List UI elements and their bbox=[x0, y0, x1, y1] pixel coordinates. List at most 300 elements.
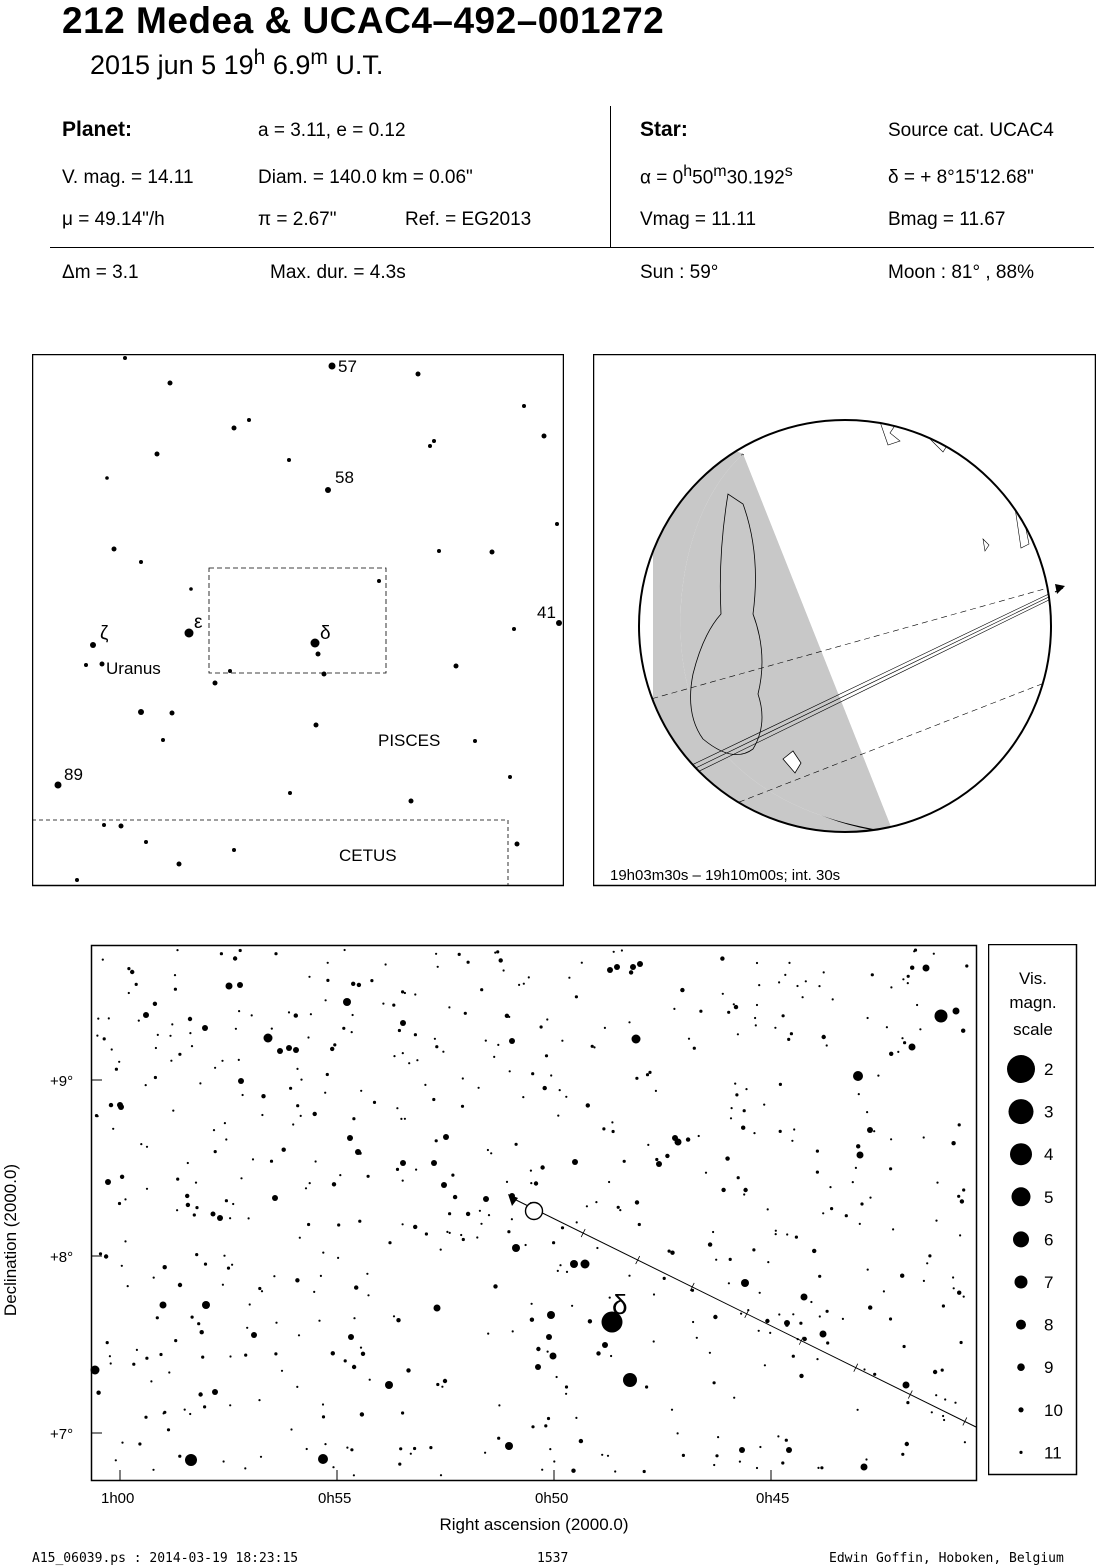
field-star bbox=[933, 1370, 937, 1374]
field-star bbox=[565, 1096, 567, 1098]
legend-label: 11 bbox=[1044, 1443, 1062, 1463]
field-star bbox=[525, 1244, 527, 1246]
field-star bbox=[434, 1038, 436, 1040]
field-star bbox=[965, 964, 968, 967]
field-star bbox=[392, 1004, 395, 1007]
field-star bbox=[791, 1140, 793, 1142]
field-star bbox=[396, 1318, 400, 1322]
field-star bbox=[630, 964, 636, 970]
field-star bbox=[680, 988, 684, 992]
field-star bbox=[306, 1448, 308, 1450]
field-star bbox=[296, 1104, 299, 1107]
field-star bbox=[635, 1077, 638, 1080]
field-star bbox=[725, 1157, 727, 1159]
field-star bbox=[665, 1154, 669, 1158]
field-star bbox=[579, 1439, 583, 1443]
field-star bbox=[313, 1112, 317, 1116]
field-star bbox=[941, 1369, 944, 1372]
field-star bbox=[784, 974, 786, 976]
field-star bbox=[244, 1467, 246, 1469]
field-star bbox=[221, 1060, 223, 1062]
field-star bbox=[883, 1290, 885, 1292]
field-star bbox=[414, 1033, 417, 1036]
footer-author: Edwin Goffin, Hoboken, Belgium bbox=[829, 1551, 1064, 1566]
target-star-marker bbox=[526, 1203, 543, 1220]
field-star bbox=[730, 1117, 732, 1119]
field-star bbox=[313, 1291, 315, 1293]
field-star bbox=[275, 1322, 277, 1324]
field-star bbox=[238, 1059, 240, 1061]
field-star bbox=[935, 1394, 937, 1396]
field-star bbox=[698, 1135, 700, 1137]
field-star bbox=[307, 1223, 310, 1226]
field-star bbox=[289, 1087, 292, 1090]
field-star bbox=[261, 1114, 263, 1116]
field-star bbox=[274, 1352, 277, 1355]
field-star bbox=[320, 1275, 322, 1277]
field-star bbox=[693, 1047, 696, 1050]
field-star bbox=[547, 1311, 555, 1319]
field-star bbox=[607, 967, 613, 973]
field-star bbox=[258, 1287, 261, 1290]
field-star bbox=[448, 1006, 450, 1008]
field-star bbox=[178, 1053, 181, 1056]
path-tick bbox=[963, 1417, 967, 1425]
field-star bbox=[907, 975, 910, 978]
field-star bbox=[330, 1047, 334, 1051]
field-star bbox=[136, 1349, 138, 1351]
finder-star bbox=[454, 664, 459, 669]
finder-star bbox=[512, 627, 516, 631]
finder-star bbox=[287, 458, 291, 462]
field-star bbox=[731, 1107, 733, 1109]
field-star bbox=[942, 1415, 944, 1417]
field-star bbox=[845, 1214, 848, 1217]
finder-star bbox=[325, 487, 331, 493]
field-star bbox=[224, 1122, 226, 1124]
field-star bbox=[167, 1428, 170, 1431]
field-star bbox=[396, 1168, 399, 1171]
field-star bbox=[238, 1010, 240, 1012]
field-star bbox=[189, 1032, 191, 1034]
field-star bbox=[229, 1355, 231, 1357]
field-star bbox=[889, 1052, 893, 1056]
field-star bbox=[416, 1059, 418, 1061]
field-star bbox=[522, 1096, 524, 1098]
field-star bbox=[178, 1283, 182, 1287]
field-star bbox=[602, 1342, 608, 1348]
y-axis-title: Declination (2000.0) bbox=[1, 1163, 20, 1317]
field-star bbox=[235, 1028, 237, 1030]
field-star bbox=[623, 1160, 626, 1163]
finder-star bbox=[555, 522, 559, 526]
field-star bbox=[115, 1068, 118, 1071]
field-star bbox=[795, 1236, 798, 1239]
field-star bbox=[713, 1315, 717, 1319]
field-star bbox=[781, 1461, 784, 1464]
info-divider bbox=[610, 106, 611, 248]
finder-star bbox=[213, 681, 218, 686]
field-star bbox=[611, 1121, 613, 1123]
finder-star bbox=[177, 862, 182, 867]
field-star bbox=[404, 1118, 406, 1120]
legend-dot bbox=[1009, 1099, 1034, 1124]
field-star bbox=[545, 1054, 548, 1057]
field-star bbox=[358, 1220, 361, 1223]
field-star bbox=[478, 1087, 480, 1089]
field-star bbox=[448, 1212, 451, 1215]
field-star bbox=[498, 1404, 500, 1406]
field-star bbox=[509, 1038, 515, 1044]
field-star bbox=[488, 1214, 490, 1216]
field-star bbox=[326, 1073, 329, 1076]
field-star bbox=[111, 1048, 113, 1050]
field-star bbox=[942, 1304, 945, 1307]
finder-star bbox=[508, 775, 512, 779]
legend-label: 5 bbox=[1044, 1187, 1054, 1207]
field-star bbox=[298, 1334, 300, 1336]
field-star bbox=[957, 1291, 961, 1295]
field-star bbox=[792, 1355, 795, 1358]
planet-reference: Ref. = EG2013 bbox=[405, 209, 532, 230]
field-star bbox=[462, 1077, 464, 1079]
field-star bbox=[923, 1136, 925, 1138]
field-star bbox=[805, 980, 807, 982]
field-star bbox=[223, 1460, 225, 1462]
field-star bbox=[928, 1254, 931, 1257]
field-star bbox=[480, 988, 483, 991]
label-41: 41 bbox=[537, 603, 556, 622]
field-star bbox=[487, 1333, 489, 1335]
field-star bbox=[890, 986, 892, 988]
field-star bbox=[127, 1285, 129, 1287]
field-star bbox=[271, 1028, 273, 1030]
field-star bbox=[204, 1263, 207, 1266]
field-star bbox=[124, 1240, 126, 1242]
field-star bbox=[536, 1347, 540, 1351]
field-star bbox=[97, 1018, 99, 1020]
field-star bbox=[923, 965, 930, 972]
field-star bbox=[588, 1319, 592, 1323]
field-star bbox=[189, 1413, 191, 1415]
field-star bbox=[767, 1208, 769, 1210]
field-star bbox=[357, 983, 361, 987]
field-star bbox=[351, 982, 355, 986]
field-star bbox=[743, 1109, 746, 1112]
field-star bbox=[737, 1176, 740, 1179]
field-star bbox=[637, 961, 643, 967]
field-star bbox=[826, 1044, 828, 1046]
field-star bbox=[484, 1452, 486, 1454]
star-heading: Star: bbox=[640, 118, 688, 141]
field-star bbox=[251, 1332, 257, 1338]
field-star bbox=[188, 1017, 192, 1021]
ylabel-9: +9° bbox=[50, 1073, 74, 1090]
field-star bbox=[857, 1409, 859, 1411]
field-star bbox=[414, 993, 416, 995]
field-star bbox=[295, 1278, 299, 1282]
field-star bbox=[296, 1068, 298, 1070]
field-star bbox=[740, 1313, 742, 1315]
field-star bbox=[566, 1271, 568, 1273]
field-star bbox=[645, 1385, 648, 1388]
field-star bbox=[327, 962, 329, 964]
label-58: 58 bbox=[335, 468, 354, 487]
field-star bbox=[859, 1223, 861, 1225]
field-star bbox=[745, 1088, 747, 1090]
field-star bbox=[226, 983, 233, 990]
field-star bbox=[826, 1341, 829, 1344]
field-star bbox=[273, 1275, 275, 1277]
field-star bbox=[602, 1127, 605, 1130]
label-uranus: Uranus bbox=[106, 659, 161, 678]
field-star bbox=[240, 1177, 242, 1179]
field-star bbox=[638, 1223, 641, 1226]
field-star bbox=[286, 1045, 292, 1051]
field-star bbox=[342, 1027, 345, 1030]
field-star bbox=[222, 1284, 224, 1286]
field-star bbox=[568, 977, 570, 979]
finder-star bbox=[119, 824, 124, 829]
field-star bbox=[957, 1195, 960, 1198]
field-star bbox=[244, 1354, 247, 1357]
field-star bbox=[964, 1441, 966, 1443]
asteroid-path bbox=[510, 1197, 976, 1427]
field-star bbox=[596, 1247, 598, 1249]
field-star bbox=[663, 1277, 666, 1280]
field-star bbox=[775, 1233, 777, 1235]
legend-dot bbox=[1016, 1320, 1026, 1330]
field-star bbox=[195, 1182, 197, 1184]
event-datetime: 2015 jun 5 19$^h$ 6.9$^m$ U.T. bbox=[90, 46, 384, 80]
field-star bbox=[802, 996, 804, 998]
field-star bbox=[565, 1385, 568, 1388]
footer-file: A15_06039.ps : 2014-03-19 18:23:15 bbox=[32, 1551, 299, 1566]
field-star bbox=[720, 956, 724, 960]
field-star bbox=[435, 1045, 438, 1048]
field-star bbox=[571, 1469, 575, 1473]
field-star bbox=[195, 1206, 198, 1209]
field-star bbox=[260, 1456, 262, 1458]
finder-star bbox=[416, 372, 421, 377]
field-star bbox=[325, 999, 327, 1001]
field-star bbox=[121, 1442, 123, 1444]
finder-star bbox=[232, 848, 236, 852]
max-duration: Max. dur. = 4.3s bbox=[270, 262, 406, 283]
field-star bbox=[853, 1071, 863, 1081]
field-star bbox=[466, 1212, 470, 1216]
star-vmag: Vmag = 11.11 bbox=[640, 209, 757, 230]
field-star bbox=[623, 1373, 637, 1387]
finder-star bbox=[247, 418, 251, 422]
field-star bbox=[518, 984, 520, 986]
field-star bbox=[168, 1371, 170, 1373]
field-star bbox=[373, 1101, 376, 1104]
field-star bbox=[400, 1020, 406, 1026]
field-star bbox=[900, 1274, 904, 1278]
field-star bbox=[763, 1104, 765, 1106]
label-epsilon: ε bbox=[194, 612, 203, 633]
finder-star bbox=[428, 444, 432, 448]
field-star bbox=[546, 1018, 548, 1020]
field-star bbox=[453, 1195, 457, 1199]
moon-info: Moon : 81° , 88% bbox=[888, 262, 1034, 283]
field-star bbox=[914, 949, 917, 952]
xlabel-0h55: 0h55 bbox=[318, 1490, 352, 1507]
field-star bbox=[873, 1373, 876, 1376]
field-star bbox=[429, 1446, 432, 1449]
field-star bbox=[877, 1075, 879, 1077]
field-star bbox=[490, 1152, 492, 1154]
field-star bbox=[493, 1284, 497, 1288]
field-star bbox=[861, 1464, 868, 1471]
finder-star bbox=[75, 878, 79, 882]
field-star bbox=[889, 1317, 892, 1320]
planet-orbit: a = 3.11, e = 0.12 bbox=[258, 120, 406, 141]
field-star bbox=[608, 1181, 610, 1183]
field-star bbox=[933, 953, 935, 955]
field-star bbox=[435, 1139, 438, 1142]
field-star bbox=[829, 1186, 831, 1188]
field-star bbox=[901, 1453, 904, 1456]
planet-diameter: Diam. = 140.0 km = 0.06" bbox=[258, 167, 473, 188]
field-star bbox=[819, 1315, 821, 1317]
field-star bbox=[415, 1169, 417, 1171]
finder-star bbox=[232, 426, 237, 431]
globe-caption: 19h03m30s – 19h10m00s; int. 30s bbox=[610, 867, 841, 884]
field-star bbox=[348, 1334, 354, 1340]
field-star bbox=[402, 1223, 404, 1225]
field-star bbox=[778, 981, 780, 983]
field-star bbox=[135, 983, 138, 986]
field-star bbox=[655, 1090, 657, 1092]
finder-star bbox=[228, 669, 232, 673]
finder-star bbox=[105, 476, 109, 480]
field-star bbox=[261, 1290, 263, 1292]
field-star bbox=[96, 1035, 98, 1037]
field-star bbox=[586, 1205, 588, 1207]
finder-star bbox=[542, 434, 547, 439]
field-star bbox=[242, 1094, 244, 1096]
field-star bbox=[103, 1037, 106, 1040]
field-star bbox=[185, 1194, 189, 1198]
legend-label: 3 bbox=[1044, 1102, 1054, 1122]
field-star bbox=[300, 1115, 302, 1117]
field-star bbox=[565, 1393, 567, 1395]
planet-vmag: V. mag. = 14.11 bbox=[62, 167, 194, 188]
field-star bbox=[759, 1292, 761, 1294]
field-star bbox=[186, 1203, 190, 1207]
field-star bbox=[801, 1294, 808, 1301]
field-star bbox=[322, 1252, 324, 1254]
field-star bbox=[152, 1469, 154, 1471]
magnitude-drop: Δm = 3.1 bbox=[62, 262, 139, 283]
path-tick bbox=[799, 1337, 803, 1345]
field-star bbox=[553, 1460, 555, 1462]
field-star bbox=[352, 1014, 354, 1016]
field-star bbox=[790, 1032, 793, 1035]
field-star bbox=[99, 1252, 102, 1255]
field-star bbox=[686, 1137, 690, 1141]
field-star bbox=[367, 1294, 369, 1296]
field-star bbox=[458, 953, 461, 956]
field-star bbox=[559, 1089, 561, 1091]
field-star bbox=[154, 1076, 157, 1079]
field-star bbox=[467, 961, 470, 964]
field-star bbox=[332, 1182, 336, 1186]
field-star bbox=[613, 951, 615, 953]
field-star bbox=[432, 1098, 435, 1101]
field-star bbox=[497, 1044, 499, 1046]
field-star bbox=[705, 1172, 707, 1174]
field-star bbox=[692, 1321, 694, 1323]
field-star bbox=[673, 1008, 675, 1010]
field-star bbox=[178, 1455, 181, 1458]
field-star bbox=[559, 1264, 561, 1266]
field-star bbox=[246, 1327, 248, 1329]
field-star bbox=[963, 1296, 965, 1298]
finder-star bbox=[102, 823, 106, 827]
field-star bbox=[461, 1105, 464, 1108]
field-star bbox=[696, 1337, 698, 1339]
field-star bbox=[324, 1092, 326, 1094]
field-star bbox=[796, 985, 798, 987]
field-star bbox=[401, 990, 404, 993]
field-star bbox=[354, 1285, 358, 1289]
field-star bbox=[944, 1398, 946, 1400]
finder-chart bbox=[32, 354, 564, 887]
field-star bbox=[308, 976, 310, 978]
field-star bbox=[591, 1045, 594, 1048]
field-star bbox=[782, 1014, 785, 1017]
field-star bbox=[572, 1159, 578, 1165]
field-star bbox=[202, 1301, 210, 1309]
field-star bbox=[581, 1260, 590, 1269]
field-star bbox=[324, 1443, 326, 1445]
field-star bbox=[688, 1038, 690, 1040]
field-star bbox=[239, 949, 242, 952]
field-star bbox=[339, 1174, 341, 1176]
legend-label: 8 bbox=[1044, 1315, 1054, 1335]
field-star bbox=[867, 1017, 869, 1019]
field-star bbox=[200, 1330, 204, 1334]
legend-label: 6 bbox=[1044, 1230, 1054, 1250]
field-star bbox=[531, 1072, 534, 1075]
field-star bbox=[961, 1029, 965, 1033]
field-star bbox=[300, 1079, 302, 1081]
field-star bbox=[315, 1160, 317, 1162]
field-star bbox=[936, 1182, 938, 1184]
field-star bbox=[211, 1212, 216, 1217]
field-star bbox=[668, 1250, 671, 1253]
field-star bbox=[187, 1162, 189, 1164]
field-star bbox=[231, 1264, 233, 1266]
field-star bbox=[410, 1453, 412, 1455]
field-star bbox=[128, 992, 130, 994]
field-star bbox=[290, 1428, 292, 1430]
field-star bbox=[541, 1469, 543, 1471]
field-star bbox=[138, 1020, 140, 1022]
field-star bbox=[505, 1442, 513, 1450]
field-star bbox=[907, 982, 909, 984]
field-star bbox=[734, 1083, 736, 1085]
field-star bbox=[902, 978, 904, 980]
info-separator bbox=[50, 247, 1094, 248]
finder-star bbox=[55, 782, 62, 789]
field-star bbox=[953, 1287, 955, 1289]
field-star bbox=[109, 1103, 113, 1107]
field-star bbox=[213, 1129, 215, 1131]
